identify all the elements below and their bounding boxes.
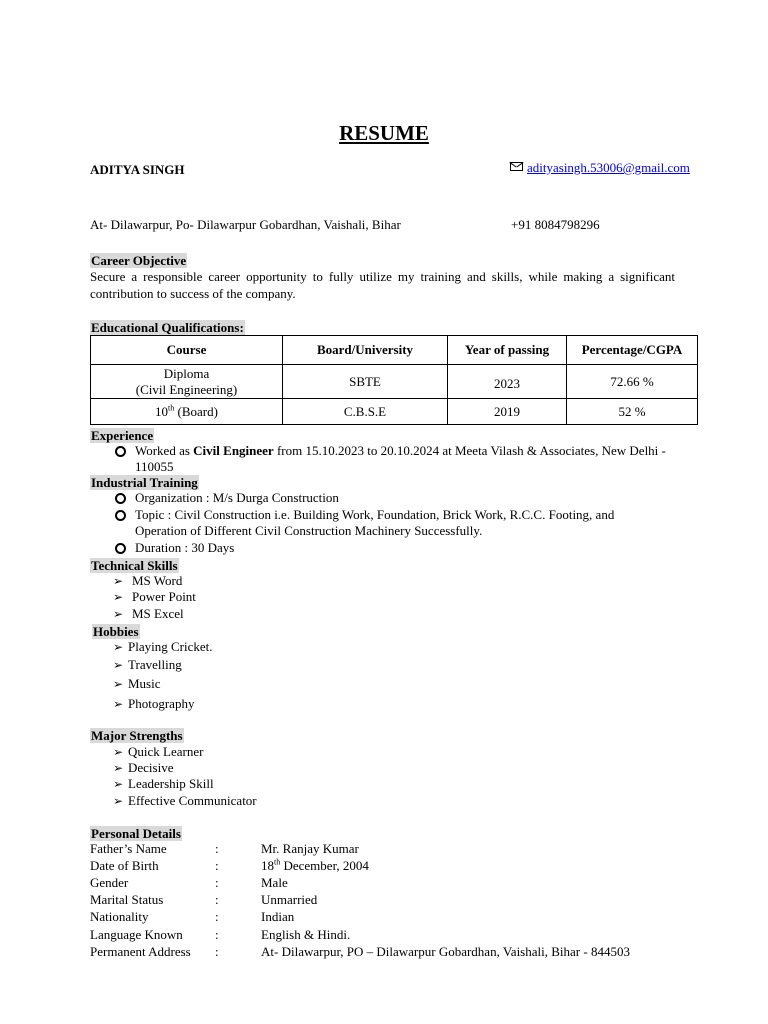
section-heading: Technical Skills xyxy=(91,558,178,573)
table-cell-year: 2023 xyxy=(448,365,567,399)
career-objective-text: Secure a responsible career opportunity to fully utilize my training and skills, while making a significant contribution to success of the company. xyxy=(90,269,675,301)
table-cell-percent: 52 % xyxy=(567,399,698,425)
experience-item-continued: 110055 xyxy=(135,459,174,474)
education-table xyxy=(90,335,698,425)
hobby-item: Music xyxy=(128,676,161,691)
column-header: Year of passing xyxy=(448,336,567,365)
arrowhead-bullet-icon: ➢ xyxy=(113,745,124,759)
table-row xyxy=(91,365,698,399)
detail-label: Nationality xyxy=(90,909,149,924)
strength-item: Effective Communicator xyxy=(128,793,257,808)
training-item: Organization : M/s Durga Construction xyxy=(135,490,339,505)
detail-colon: : xyxy=(215,875,219,890)
column-header: Board/University xyxy=(283,336,448,365)
resume-title: RESUME xyxy=(339,121,429,145)
hobby-item: Photography xyxy=(128,696,195,711)
skill-item: Power Point xyxy=(132,589,196,604)
experience-item xyxy=(135,443,710,459)
arrowhead-bullet-icon: ➢ xyxy=(113,677,124,691)
superscript: th xyxy=(274,857,281,867)
section-heading: Experience xyxy=(91,428,154,443)
table-cell-year: 2019 xyxy=(448,399,567,425)
detail-label: Permanent Address xyxy=(90,944,191,959)
column-header: Percentage/CGPA xyxy=(567,336,698,365)
detail-colon: : xyxy=(215,909,219,924)
detail-value: Unmarried xyxy=(261,892,318,907)
detail-label: Gender xyxy=(90,875,129,890)
detail-label: Language Known xyxy=(90,927,183,942)
detail-label: Date of Birth xyxy=(90,858,159,873)
section-heading: Hobbies xyxy=(93,624,139,639)
strength-item: Quick Learner xyxy=(128,744,204,759)
experience-text: from 15.10.2023 to 20.10.2024 at Meeta Vilash & Associates, New Delhi - xyxy=(273,443,666,458)
hollow-circle-icon xyxy=(115,543,126,554)
table-cell-board: SBTE xyxy=(283,365,448,399)
section-heading: Educational Qualifications: xyxy=(91,320,244,335)
training-item: Topic : Civil Construction i.e. Building Work, Foundation, Brick Work, R.C.C. Footing, and xyxy=(135,507,615,522)
strengths-heading xyxy=(90,727,184,745)
arrowhead-bullet-icon: ➢ xyxy=(113,640,124,654)
arrowhead-bullet-icon: ➢ xyxy=(113,574,124,588)
arrowhead-bullet-icon: ➢ xyxy=(113,607,124,621)
course-text: (Board) xyxy=(174,403,218,419)
detail-colon: : xyxy=(215,944,219,959)
detail-value xyxy=(261,857,369,874)
skill-item: MS Excel xyxy=(132,606,184,621)
candidate-name: ADITYA SINGH xyxy=(90,162,185,177)
strength-item: Leadership Skill xyxy=(128,776,214,791)
hollow-circle-icon xyxy=(115,446,126,457)
detail-colon: : xyxy=(215,927,219,942)
detail-value: Male xyxy=(261,875,288,890)
detail-value: Mr. Ranjay Kumar xyxy=(261,841,359,856)
address-line: At- Dilawarpur, Po- Dilawarpur Gobardhan, Vaishali, Bihar xyxy=(90,217,401,232)
detail-value: Indian xyxy=(261,909,295,924)
dob-rest: December, 2004 xyxy=(280,858,369,873)
hobby-item: Travelling xyxy=(128,657,182,672)
hollow-circle-icon xyxy=(115,510,126,521)
hollow-circle-icon xyxy=(115,493,126,504)
section-heading: Career Objective xyxy=(91,253,187,268)
table-row xyxy=(91,399,698,425)
table-cell-course xyxy=(91,399,283,425)
arrowhead-bullet-icon: ➢ xyxy=(113,794,124,808)
table-header-row xyxy=(91,336,698,365)
table-cell-percent: 72.66 % xyxy=(567,365,698,399)
column-header: Course xyxy=(91,336,283,365)
course-text: 10 xyxy=(155,403,169,419)
arrowhead-bullet-icon: ➢ xyxy=(113,777,124,791)
superscript: th xyxy=(168,403,175,413)
training-item-continued: Operation of Different Civil Construction Machinery Successfully. xyxy=(135,523,483,538)
table-cell-board: C.B.S.E xyxy=(283,399,448,425)
strength-item: Decisive xyxy=(128,760,174,775)
course-line: (Civil Engineering) xyxy=(135,381,238,397)
detail-colon: : xyxy=(215,892,219,907)
table-cell-course xyxy=(91,365,283,399)
arrowhead-bullet-icon: ➢ xyxy=(113,590,124,604)
experience-text: Worked as xyxy=(135,443,194,458)
section-heading: Major Strengths xyxy=(91,728,183,743)
detail-value: At- Dilawarpur, PO – Dilawarpur Gobardhan, Vaishali, Bihar - 844503 xyxy=(261,944,630,959)
hobby-item: Playing Cricket. xyxy=(128,639,213,654)
arrowhead-bullet-icon: ➢ xyxy=(113,697,124,711)
email-contact xyxy=(510,160,690,176)
email-link[interactable]: adityasingh.53006@gmail.com xyxy=(527,160,690,175)
experience-role: Civil Engineer xyxy=(193,443,274,458)
arrowhead-bullet-icon: ➢ xyxy=(113,761,124,775)
section-heading: Personal Details xyxy=(91,826,181,841)
skill-item: MS Word xyxy=(132,573,183,588)
arrowhead-bullet-icon: ➢ xyxy=(113,658,124,672)
detail-colon: : xyxy=(215,858,219,873)
phone-number: +91 8084798296 xyxy=(511,217,600,232)
envelope-icon xyxy=(510,162,523,171)
detail-colon: : xyxy=(215,841,219,856)
detail-label: Father’s Name xyxy=(90,841,167,856)
course-line: Diploma xyxy=(163,365,210,381)
detail-label: Marital Status xyxy=(90,892,164,907)
section-heading: Industrial Training xyxy=(91,475,198,490)
detail-value: English & Hindi. xyxy=(261,927,351,942)
training-item: Duration : 30 Days xyxy=(135,540,235,555)
dob-day: 18 xyxy=(261,858,274,873)
